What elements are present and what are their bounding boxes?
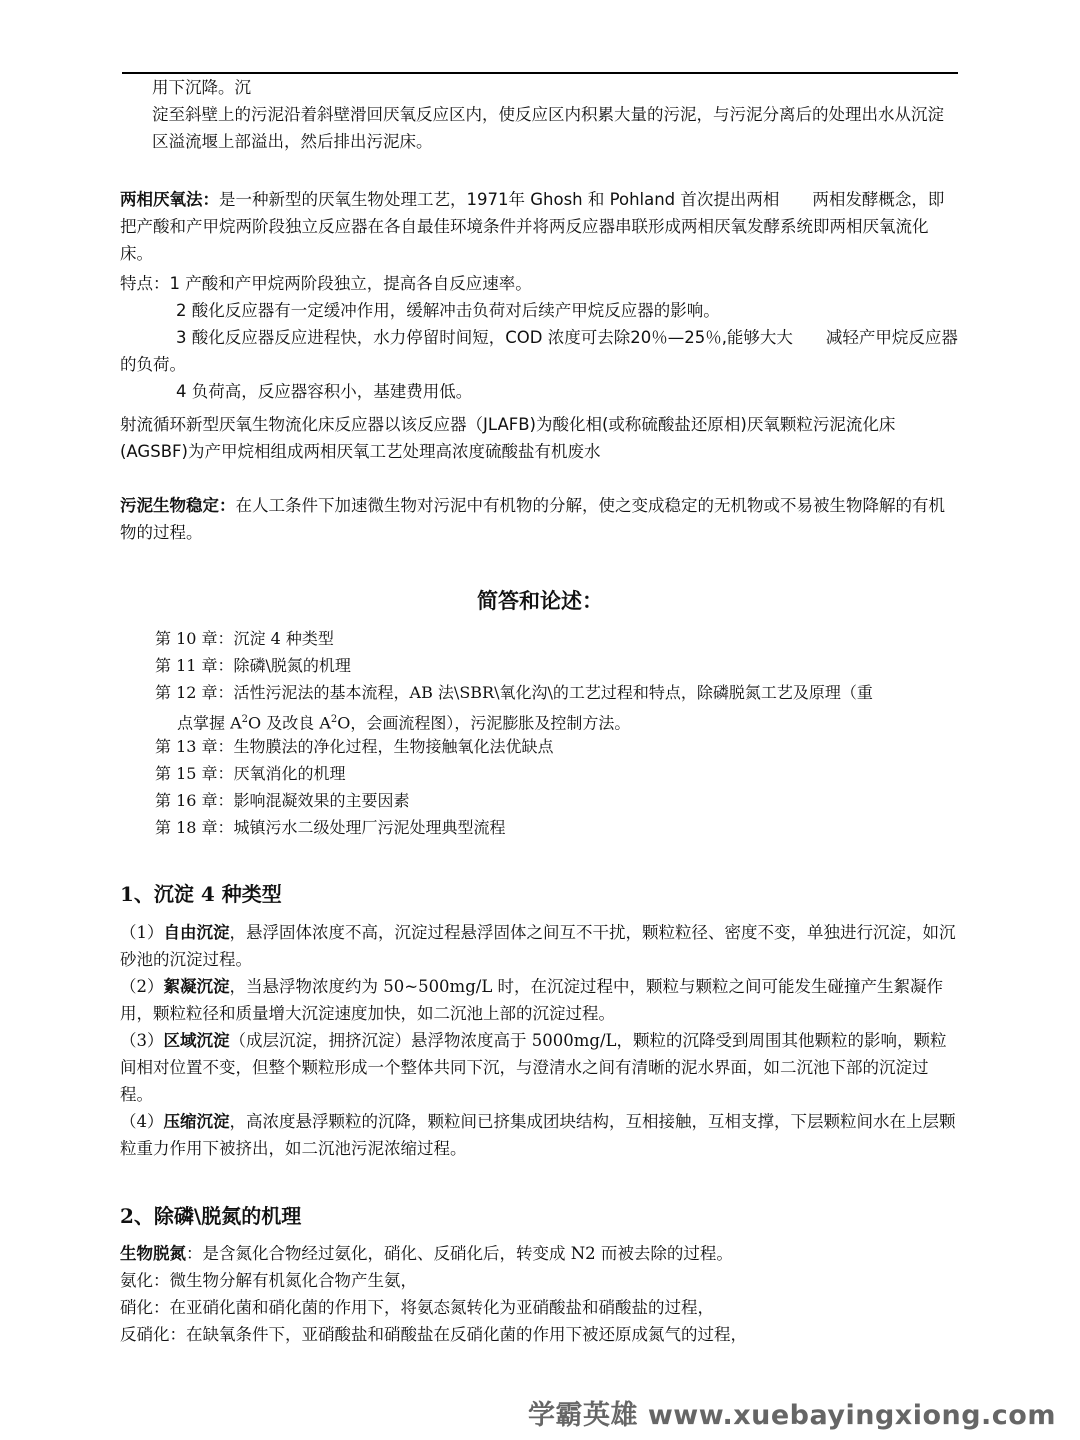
chapter-item: 第 15 章：厌氧消化的机理 xyxy=(155,764,346,783)
denitrification: 反硝化：在缺氧条件下，亚硝酸盐和硝酸盐在反硝化菌的作用下被还原成氮气的过程， xyxy=(120,1325,747,1344)
chapter-item: 第 10 章：沉淀 4 种类型 xyxy=(155,629,334,648)
settling-type-3: （3）区域沉淀（成层沉淀，拥挤沉淀）悬浮物浓度高于 5000mg/L，颗粒的沉降受到周围其他颗粒的影响，颗粒间相对位置不变，但整个颗粒形成一个整体共同下沉，与澄清水之间有清晰的泥水界面，如二沉池下部的沉淀过程。 xyxy=(120,1031,947,1104)
jet-reactor-paragraph: 射流循环新型厌氧生物流化床反应器以该反应器（JLAFB)为酸化相(或称硫酸盐还原相)厌氧颗粒污泥流化床(AGSBF)为产甲烷相组成两相厌氧工艺处理高浓度硫酸盐有机废水 xyxy=(120,415,896,461)
settling-term: 区域沉淀 xyxy=(163,1031,230,1050)
two-phase-desc: 是一种新型的厌氧生物处理工艺，1971年 Ghosh 和 Pohland 首次提出两相 两相发酵概念，即把产酸和产甲烷两阶段独立反应器在各自最佳环境条件并将两反应器串联形成两相厌氧发酵系统即两相厌氧流化床。 xyxy=(120,190,945,263)
bio-denitrification-term: 生物脱氮 xyxy=(120,1244,186,1263)
sludge-stab-paragraph: 污泥生物稳定：在人工条件下加速微生物对污泥中有机物的分解，使之变成稳定的无机物或不易被生物降解的有机物的过程。 xyxy=(120,496,945,542)
settling-term: 自由沉淀 xyxy=(163,923,230,942)
chapter-item: 第 11 章：除磷\脱氮的机理 xyxy=(155,656,351,675)
chapter-12-continuation: 点掌握 $A^2O$ 及改良 $A^2O$，会画流程图），污泥膨胀及控制方法。 xyxy=(177,713,631,733)
sludge-stab-term: 污泥生物稳定： xyxy=(120,496,236,515)
feature-4: 4 负荷高，反应器容积小，基建费用低。 xyxy=(176,382,473,401)
feature-label: 特点： xyxy=(120,274,170,293)
bio-denitrification: 生物脱氮：是含氮化合物经过氨化，硝化、反硝化后，转变成 N2 而被去除的过程。 xyxy=(120,1244,733,1263)
settling-term: 压缩沉淀 xyxy=(163,1112,230,1131)
chapter-item-12: 第 12 章：活性污泥法的基本流程，AB 法\SBR\氧化沟\的工艺过程和特点，除磷脱氮工艺及原理（重 点掌握 $A^2O$ 及改良 $A^2O$，会画流程图），污泥膨胀及控制方法。 xyxy=(155,679,955,736)
feature-1: 特点：1 产酸和产甲烷两阶段独立，提高各自反应速率。 xyxy=(120,274,532,293)
section-2-title: 2、除磷\脱氮的机理 xyxy=(120,1204,302,1228)
qa-title: 简答和论述： xyxy=(477,589,603,613)
top-paragraph: 淀至斜壁上的污泥沿着斜壁滑回厌氧反应区内，使反应区内积累大量的污泥，与污泥分离后的处理出水从沉淀区溢流堰上部溢出，然后排出污泥床。 xyxy=(152,105,944,151)
settling-type-4: （4）压缩沉淀，高浓度悬浮颗粒的沉降，颗粒间已挤集成团块结构，互相接触，互相支撑，下层颗粒间水在上层颗粒重力作用下被挤出，如二沉池污泥浓缩过程。 xyxy=(120,1112,956,1158)
footer-watermark: 学霸英雄 www.xuebayingxiong.com xyxy=(527,1400,1056,1431)
settling-type-2: （2）絮凝沉淀，当悬浮物浓度约为 50~500mg/L 时，在沉淀过程中，颗粒与颗粒之间可能发生碰撞产生絮凝作用，颗粒粒径和质量增大沉淀速度加快，如二沉池上部的沉淀过程。 xyxy=(120,977,944,1023)
nitrification: 硝化：在亚硝化菌和硝化菌的作用下，将氨态氮转化为亚硝酸盐和硝酸盐的过程， xyxy=(120,1298,714,1317)
settling-term: 絮凝沉淀 xyxy=(163,977,230,996)
two-phase-paragraph xyxy=(120,186,960,267)
feature-3: 3 酸化反应器反应进程快，水力停留时间短，COD 浓度可去除20％—25％,能够大大 减轻产甲烷反应器的负荷。 xyxy=(120,328,958,374)
chapter-item: 第 16 章：影响混凝效果的主要因素 xyxy=(155,791,410,810)
chapter-item: 第 18 章：城镇污水二级处理厂污泥处理典型流程 xyxy=(155,818,506,837)
two-phase-term: 两相厌氧法： xyxy=(120,190,219,209)
chapter-item: 第 13 章：生物膜法的净化过程，生物接触氧化法优缺点 xyxy=(155,737,554,756)
top-line-1: 用下沉降。沉 xyxy=(152,78,251,97)
section-1-title: 1、沉淀 4 种类型 xyxy=(120,882,282,906)
ammonification: 氨化：微生物分解有机氮化合物产生氨， xyxy=(120,1271,417,1290)
settling-type-1: （1）自由沉淀，悬浮固体浓度不高，沉淀过程悬浮固体之间互不干扰，颗粒粒径、密度不变，单独进行沉淀，如沉砂池的沉淀过程。 xyxy=(120,923,956,969)
feature-2: 2 酸化反应器有一定缓冲作用，缓解冲击负荷对后续产甲烷反应器的影响。 xyxy=(176,301,720,320)
